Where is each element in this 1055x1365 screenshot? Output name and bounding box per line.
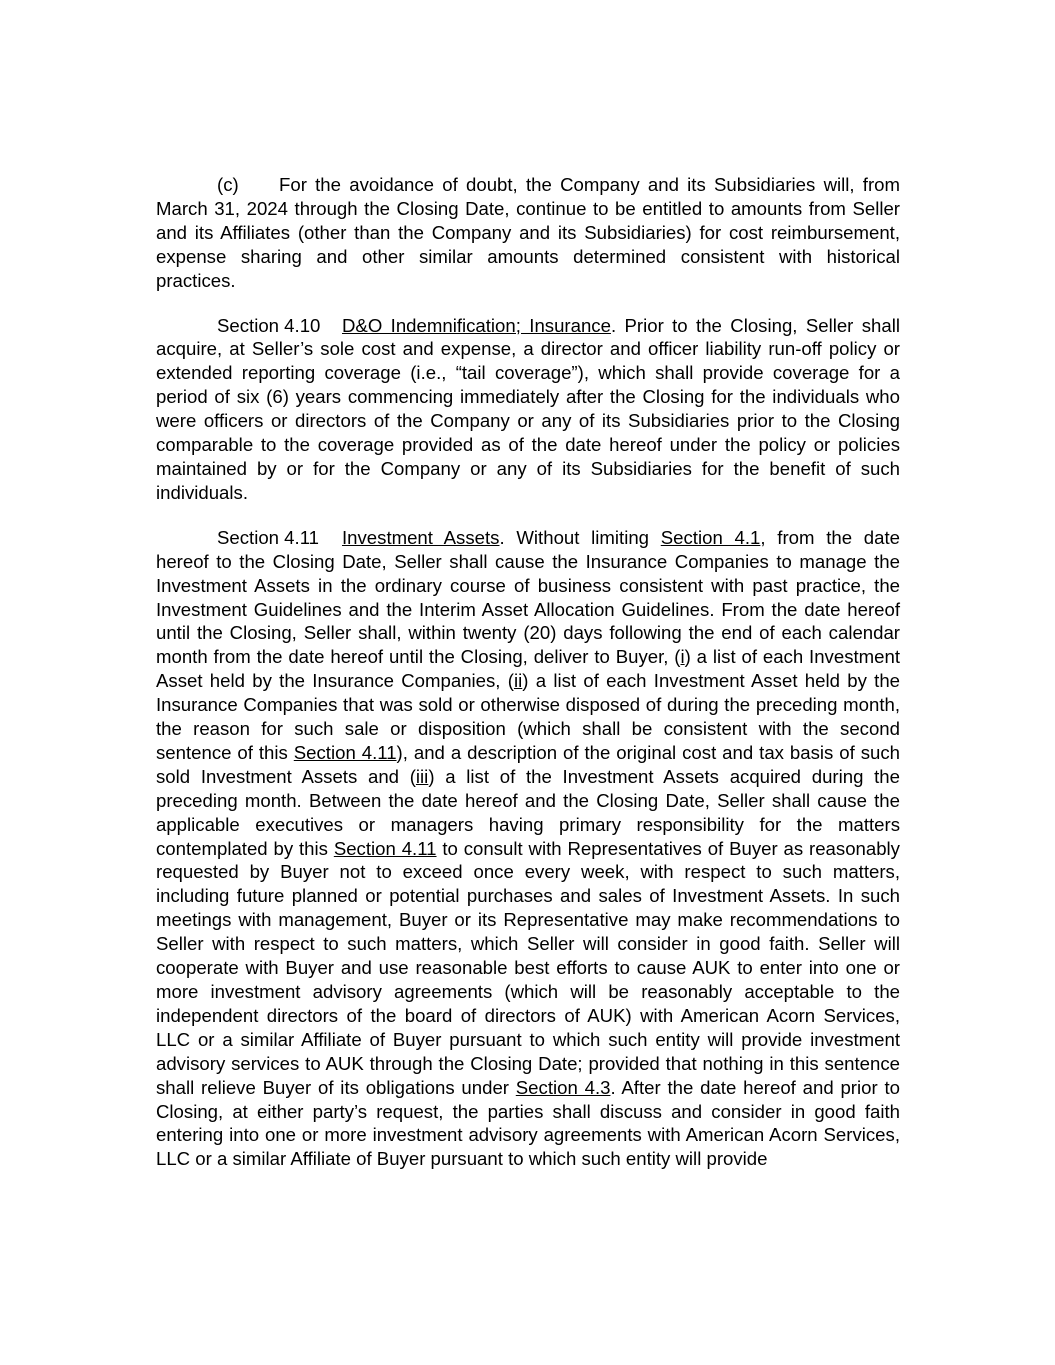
cross-reference: Section 4.1 [660, 526, 761, 548]
paragraph-label: (c) [217, 174, 239, 195]
section-text: ) a list of the Investment Assets acquired during the preceding month. Between the date hereof and the Closing Date, Seller shall cause the applicable executives or managers having primary responsibility for the matters contemplated by this [156, 765, 900, 859]
section-label: Section 4.11 [217, 526, 319, 548]
section-text: . Without limiting [499, 526, 661, 548]
section-heading: Investment Assets [342, 526, 500, 548]
section-text: ) a list of each Investment Asset held by the Insurance Companies that was sold or otherwise disposed of during the preceding month, the reason for such sale or disposition (which shall be consistent with the second sentence of this [156, 670, 901, 763]
clause-marker: ii [513, 670, 523, 692]
section-text: . After the date hereof and prior to Closing, at either party’s request, the parties shall discuss and consider in good faith entering into one or more investment advisory agreements with American Acorn Services, LLC or a similar Affiliate of Buyer pursuant to which such entity will provide [156, 1076, 900, 1170]
document-page [156, 173, 900, 1192]
cross-reference: Section 4.11 [333, 837, 437, 859]
clause-marker: iii [415, 765, 429, 787]
paragraph-c [156, 173, 900, 293]
cross-reference: Section 4.11 [293, 741, 397, 763]
paragraph-text: For the avoidance of doubt, the Company and its Subsidiaries will, from March 31, 2024 through the Closing Date, continue to be entitled to amounts from Seller and its Affiliates (other than the Company and its Subsidiaries) for cost reimbursement, expense sharing and other similar amounts determined consistent with historical practices. [156, 174, 900, 291]
section-text: . Prior to the Closing, Seller shall acquire, at Seller’s sole cost and expense, a director and officer liability run-off policy or extended reporting coverage (i.e., “tail coverage”), which shall provide coverage for a period of six (6) years commencing immediately after the Closing for the individuals who were officers or directors of the Company or any of its Subsidiaries prior to the Closing comparable to the coverage provided as of the date hereof under the policy or policies maintained by or for the Company or any of its Subsidiaries for the benefit of such individuals. [156, 314, 900, 503]
section-heading: D&O Indemnification; Insurance [342, 314, 611, 336]
section-text: to consult with Representatives of Buyer as reasonably requested by Buyer not to exceed once every week, with respect to such matters, including future planned or potential purchases and sales of Investment Assets. In such meetings with management, Buyer or its Representative may make recommendations to Seller with respect to such matters, which Seller will consider in good faith. Seller will cooperate with Buyer and use reasonable best efforts to cause AUK to enter into one or more investment advisory agreements (which will be reasonably acceptable to the independent directors of the board of directors of AUK) with American Acorn Services, LLC or a similar Affiliate of Buyer pursuant to which such entity will provide investment advisory services to AUK through the Closing Date; provided that nothing in this sentence shall relieve Buyer of its obligations under [156, 837, 900, 1098]
section-text: , from the date hereof to the Closing Date, Seller shall cause the Insurance Companies to manage the Investment Assets in the ordinary course of business consistent with past practice, the Investment Guidelines and the Interim Asset Allocation Guidelines. From the date hereof until the Closing, Seller shall, within twenty (20) days following the end of each calendar month from the date hereof until the Closing, deliver to Buyer, ( [156, 526, 900, 668]
section-4-10 [156, 314, 900, 505]
section-text: ), and a description of the original cost and tax basis of such sold Investment Assets and ( [156, 741, 900, 787]
section-text: ) a list of each Investment Asset held by the Insurance Companies, ( [156, 646, 900, 692]
section-label: Section 4.10 [217, 314, 321, 336]
cross-reference: Section 4.3 [515, 1076, 611, 1098]
section-4-11 [156, 526, 900, 1171]
clause-marker: i [680, 646, 685, 668]
